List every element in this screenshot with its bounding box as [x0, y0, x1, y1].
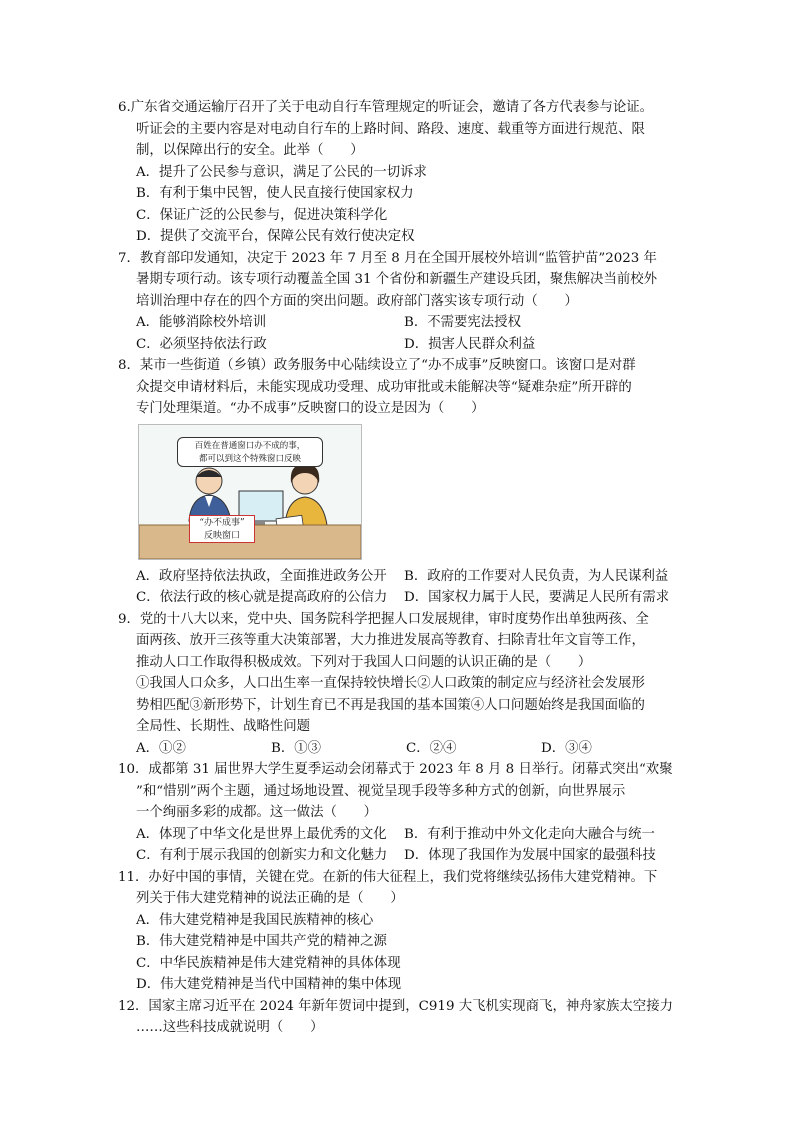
window-sign-line: “办不成事” [199, 517, 245, 528]
question-12 [118, 996, 678, 1039]
question-9-stem-line: 推动人口工作取得积极成效。下列对于我国人口问题的认识正确的是（ ） [136, 654, 592, 670]
question-11-option-d: D．伟大建党精神是当代中国精神的集中体现 [136, 977, 402, 992]
question-7-stem-line: 培训治理中存在的四个方面的突出问题。政府部门落实该专项行动（ ） [136, 293, 578, 309]
question-10-option-b: B．有利于推动中外文化走向大融合与统一 [404, 826, 655, 842]
question-9-option-b: B．①③ [271, 740, 322, 756]
question-8-option-d: D．国家权力属于人民，要满足人民所有需求 [404, 590, 670, 605]
question-9 [118, 609, 678, 760]
question-8-stem-line: 众提交申请材料后，未能实现成功受理、成功审批或未能解决等“疑难杂症”所开辟的 [136, 379, 632, 395]
question-11 [118, 867, 678, 996]
window-sign-line: 反映窗口 [203, 530, 240, 541]
cartoon-illustration [138, 424, 362, 560]
question-11-option-a: A．伟大建党精神是我国民族精神的核心 [136, 912, 374, 928]
question-12-stem-line: 12．国家主席习近平在 2024 年新年贺词中提到，C919 大飞机实现商飞，神舟家族太空接力 [118, 998, 673, 1014]
question-9-statement-line: 势相匹配③新形势下，计划生育已不再是我国的基本国策④人口问题始终是我国面临的 [136, 697, 645, 713]
question-7-stem-line: 7．教育部印发通知，决定于 2023 年 7 月至 8 月在全国开展校外培训“监管护苗”2023 年 [118, 250, 657, 266]
question-9-option-a: A．①② [136, 740, 186, 756]
question-10-option-d: D．体现了我国作为发展中国家的最强科技 [404, 848, 656, 863]
exam-page [118, 97, 678, 1039]
question-10-options-row [118, 824, 678, 846]
question-9-option-c: C．②④ [406, 740, 457, 756]
question-11-stem-line: 列关于伟大建党精神的说法正确的是（ ） [136, 891, 404, 906]
question-7-options-row [118, 312, 678, 334]
question-12-stem-line: ……这些科技成就说明（ ） [136, 1020, 324, 1035]
speech-bubble [177, 437, 323, 467]
question-9-stem-line: 面两孩、放开三孩等重大决策部署，大力推进发展高等教育、扫除青壮年文盲等工作， [136, 633, 645, 648]
question-6-stem-line: 6.广东省交通运输厅召开了关于电动自行车管理规定的听证会，邀请了各方代表参与论证。 [118, 100, 654, 115]
question-7-option-c: C．必须坚持依法行政 [136, 336, 267, 352]
speech-bubble-line: 百姓在普通窗口办不成的事， [194, 440, 306, 451]
question-11-option-b: B．伟大建党精神是中国共产党的精神之源 [136, 934, 387, 949]
question-6-option-d: D．提供了交流平台，保障公民有效行使决定权 [136, 229, 415, 244]
question-11-stem-line: 11．办好中国的事情，关键在党。在新的伟大征程上，我们党将继续弘扬伟大建党精神。下 [118, 869, 658, 885]
question-8-option-c: C．依法行政的核心就是提高政府的公信力 [136, 590, 388, 605]
question-7-stem-line: 暑期专项行动。该专项行动覆盖全国 31 个省份和新疆生产建设兵团，聚焦解决当前校外 [136, 272, 658, 287]
question-6-stem-line: 制，以保障出行的安全。此举（ ） [136, 143, 364, 158]
question-9-option-d: D．③④ [541, 740, 592, 756]
question-6 [118, 97, 678, 248]
question-7-option-d: D．损害人民群众利益 [404, 336, 536, 352]
question-7 [118, 248, 678, 356]
question-8-stem-line: 专门处理渠道。“办不成事”反映窗口的设立是因为（ ） [136, 401, 485, 416]
question-9-statement-line: 全局性、长期性、战略性问题 [136, 719, 311, 734]
question-10-option-c: C．有利于展示我国的创新实力和文化魅力 [136, 848, 388, 863]
question-10 [118, 759, 678, 867]
speech-bubble-line: 都可以到这个特殊窗口反映 [198, 453, 301, 464]
question-6-option-c: C．保证广泛的公民参与，促进决策科学化 [136, 207, 388, 223]
question-7-option-b: B．不需要宪法授权 [404, 315, 521, 330]
question-7-option-a: A．能够消除校外培训 [136, 315, 267, 330]
question-11-option-c: C．中华民族精神是伟大建党精神的具体体现 [136, 955, 401, 971]
question-10-stem-line: ”和“惜别”两个主题，通过场地设置、视觉呈现手段等多种方式的创新，向世界展示 [136, 783, 626, 799]
window-sign [189, 515, 255, 543]
question-6-option-b: B．有利于集中民智，使人民直接行使国家权力 [136, 186, 414, 201]
question-10-option-a: A．体现了中华文化是世界上最优秀的文化 [136, 826, 387, 842]
question-9-stem-line: 9．党的十八大以来，党中央、国务院科学把握人口发展规律，审时度势作出单独两孩、全 [118, 611, 649, 627]
question-6-stem-line: 听证会的主要内容是对电动自行车的上路时间、路段、速度、载重等方面进行规范、限 [136, 121, 645, 137]
question-8 [118, 355, 678, 609]
question-9-statement-line: ①我国人口众多，人口出生率一直保持较快增长②人口政策的制定应与经济社会发展形 [136, 676, 645, 691]
question-8-options-row [118, 587, 678, 609]
question-6-option-a: A．提升了公民参与意识，满足了公民的一切诉求 [136, 164, 427, 180]
question-9-options-row [118, 738, 678, 760]
question-8-option-a: A．政府坚持依法执政，全面推进政务公开 [136, 568, 387, 584]
question-8-option-b: B．政府的工作要对人民负责，为人民谋利益 [404, 568, 669, 584]
question-10-options-row [118, 845, 678, 867]
question-10-stem-line: 一个绚丽多彩的成都。这一做法（ ） [136, 805, 378, 820]
question-10-stem-line: 10．成都第 31 届世界大学生夏季运动会闭幕式于 2023 年 8 月 8 日举行。闭幕式突出“欢聚 [118, 762, 673, 777]
question-7-options-row [118, 334, 678, 356]
question-8-stem-line: 8．某市一些街道（乡镇）政务服务中心陆续设立了“办不成事”反映窗口。该窗口是对群 [118, 358, 636, 373]
question-8-options-row [118, 566, 678, 588]
